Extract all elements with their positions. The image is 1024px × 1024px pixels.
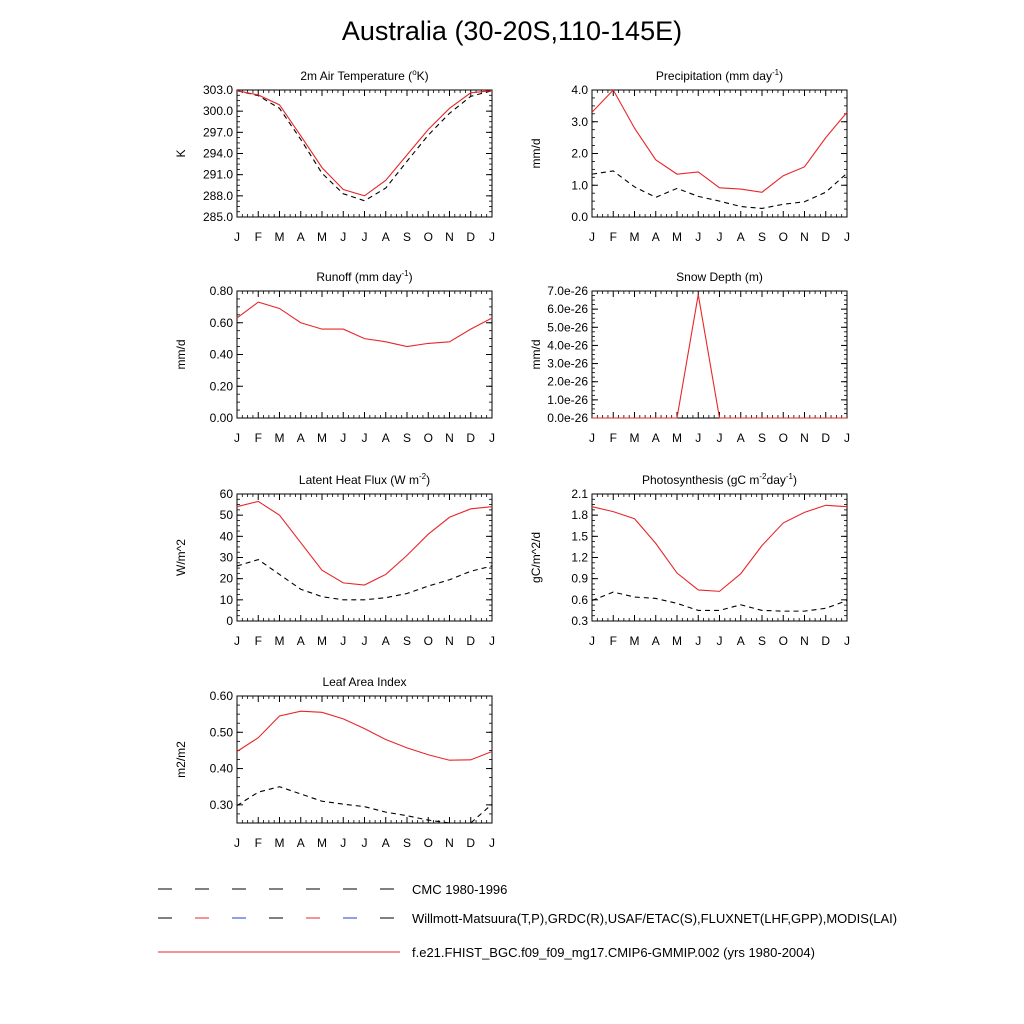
x-tick-label: O: [423, 836, 433, 850]
x-tick-label: O: [778, 634, 788, 648]
x-tick-label: J: [589, 431, 595, 445]
panel-title-sup: -1: [401, 269, 409, 278]
panel-title-sup: -2: [759, 472, 767, 481]
x-tick-label: M: [629, 230, 640, 244]
legend-label: CMC 1980-1996: [412, 882, 508, 897]
panel-leaf-area-index: [174, 675, 495, 850]
x-tick-label: A: [651, 634, 660, 648]
panel-title: [322, 675, 406, 689]
series-line-obs: [237, 91, 492, 201]
x-tick-label: F: [254, 431, 262, 445]
y-tick-label: 0.9: [571, 571, 588, 586]
panel-title-part: ): [793, 473, 797, 487]
x-tick-label: S: [402, 230, 412, 244]
panel-title-part: Runoff (mm day: [316, 270, 402, 284]
series-line-model: [592, 295, 847, 418]
x-tick-label: A: [736, 431, 745, 445]
y-tick-label: 294.0: [202, 146, 233, 161]
x-tick-label: J: [489, 230, 495, 244]
x-tick-label: D: [466, 431, 476, 445]
x-tick-label: M: [274, 634, 285, 648]
y-tick-label: 0.40: [209, 761, 233, 776]
x-tick-label: A: [381, 431, 390, 445]
plot-frame: [592, 494, 847, 621]
legend-label: f.e21.FHIST_BGC.f09_f09_mg17.CMIP6-GMMIP.002 (yrs 1980-2004): [412, 945, 815, 960]
y-tick-label: 1.2: [571, 550, 588, 565]
x-tick-label: J: [234, 230, 240, 244]
legend-item: [158, 945, 815, 960]
x-tick-label: A: [296, 431, 305, 445]
panel-title: [642, 472, 797, 487]
y-tick-label: 0.40: [209, 347, 233, 362]
y-tick-label: 0: [226, 614, 233, 628]
x-tick-label: A: [381, 634, 390, 648]
legend-item: [158, 882, 507, 897]
panel-title: [656, 68, 783, 83]
x-tick-label: D: [466, 836, 476, 850]
y-tick-label: 0.00: [209, 411, 233, 425]
y-tick-label: 50: [219, 508, 233, 523]
x-tick-label: S: [402, 836, 412, 850]
x-tick-label: A: [381, 836, 390, 850]
series-line-obs: [592, 592, 847, 611]
x-tick-label: F: [254, 836, 262, 850]
plot-frame: [237, 291, 492, 418]
series-line-model: [237, 302, 492, 346]
y-tick-label: 30: [219, 550, 233, 565]
x-tick-label: D: [821, 634, 831, 648]
x-tick-label: J: [361, 836, 368, 850]
x-tick-label: A: [296, 230, 305, 244]
panel-precipitation: [529, 68, 850, 244]
x-tick-label: J: [361, 634, 368, 648]
y-tick-label: 2.0e-26: [547, 374, 588, 389]
x-tick-label: M: [317, 431, 327, 445]
y-tick-label: 0.50: [209, 725, 233, 740]
x-tick-label: M: [317, 230, 327, 244]
x-tick-label: A: [651, 431, 660, 445]
x-tick-label: J: [234, 634, 240, 648]
panel-title-part: ): [426, 473, 431, 487]
x-tick-label: M: [672, 230, 682, 244]
panel-title-sup: -1: [771, 68, 780, 77]
plot-frame: [592, 291, 847, 418]
x-tick-label: D: [821, 230, 831, 244]
x-tick-label: J: [695, 431, 702, 445]
y-axis-label: W/m^2: [174, 539, 188, 576]
x-tick-label: J: [340, 431, 347, 445]
y-axis-label: gC/m^2/d: [529, 532, 543, 583]
x-tick-label: M: [672, 431, 682, 445]
x-tick-label: J: [234, 836, 240, 850]
y-tick-label: 40: [219, 529, 233, 544]
x-tick-label: J: [695, 230, 702, 244]
x-tick-label: A: [736, 230, 745, 244]
x-tick-label: J: [361, 431, 368, 445]
x-tick-label: J: [361, 230, 368, 244]
y-tick-label: 6.0e-26: [547, 302, 588, 317]
y-tick-label: 4.0: [571, 83, 588, 97]
y-tick-label: 291.0: [202, 167, 233, 182]
x-tick-label: J: [489, 836, 495, 850]
x-tick-label: D: [466, 634, 476, 648]
y-tick-label: 5.0e-26: [547, 320, 588, 335]
x-tick-label: O: [423, 230, 433, 244]
y-tick-label: 2.1: [571, 487, 588, 501]
y-axis-label: K: [174, 149, 188, 158]
x-tick-label: S: [757, 230, 767, 244]
x-tick-label: S: [757, 431, 767, 445]
panel-title-part: Precipitation (mm day: [655, 69, 772, 83]
x-tick-label: F: [609, 634, 617, 648]
x-tick-label: A: [381, 230, 390, 244]
panel-title-sup: -1: [785, 472, 793, 481]
x-tick-label: S: [402, 634, 412, 648]
y-tick-label: 7.0e-26: [547, 284, 588, 298]
x-tick-label: M: [317, 836, 327, 850]
y-tick-label: 0.0: [571, 210, 588, 224]
y-axis-label: mm/d: [529, 138, 543, 169]
panel-title-part: 2m Air Temperature (: [300, 69, 413, 83]
x-tick-label: A: [651, 230, 660, 244]
y-tick-label: 0.60: [209, 689, 233, 703]
x-tick-label: N: [800, 634, 809, 648]
series-line-model: [592, 90, 847, 192]
panel-title-sup: -2: [418, 472, 427, 481]
y-tick-label: 1.0e-26: [547, 392, 588, 407]
panel-air-temp: [174, 68, 495, 244]
series-line-obs: [237, 560, 492, 600]
x-tick-label: D: [466, 230, 476, 244]
x-tick-label: M: [274, 431, 285, 445]
plot-frame: [237, 696, 492, 823]
x-tick-label: J: [844, 230, 850, 244]
x-tick-label: N: [445, 431, 454, 445]
x-tick-label: J: [489, 634, 495, 648]
y-axis-label: mm/d: [529, 339, 543, 370]
x-tick-label: J: [716, 431, 723, 445]
x-tick-label: J: [589, 634, 595, 648]
y-tick-label: 1.0: [571, 178, 588, 193]
series-line-model: [237, 501, 492, 585]
panel-snow-depth: [529, 270, 850, 445]
series-line-obs: [592, 171, 847, 208]
panel-title-part: Photosynthesis (gC m: [642, 473, 760, 487]
panel-title-part: day: [766, 473, 786, 487]
x-tick-label: J: [589, 230, 595, 244]
panel-latent-heat: [174, 472, 495, 648]
panel-runoff: [174, 269, 495, 445]
x-tick-label: A: [296, 634, 305, 648]
series-line-model: [237, 711, 492, 760]
x-tick-label: J: [340, 230, 347, 244]
x-tick-label: O: [423, 634, 433, 648]
y-axis-label: mm/d: [174, 339, 188, 370]
y-tick-label: 0.6: [571, 592, 588, 607]
x-tick-label: J: [489, 431, 495, 445]
legend-item: [158, 911, 897, 926]
x-tick-label: A: [736, 634, 745, 648]
panel-photosynthesis: [529, 472, 850, 648]
x-tick-label: M: [274, 230, 285, 244]
plot-frame: [592, 90, 847, 217]
y-tick-label: 2.0: [571, 146, 588, 161]
x-tick-label: F: [609, 230, 617, 244]
panel-title-part: K): [416, 69, 429, 83]
y-tick-label: 10: [219, 592, 233, 607]
x-tick-label: F: [254, 230, 262, 244]
y-tick-label: 285.0: [202, 210, 233, 224]
x-tick-label: M: [629, 634, 640, 648]
y-tick-label: 60: [219, 487, 233, 501]
x-tick-label: M: [672, 634, 682, 648]
x-tick-label: N: [800, 230, 809, 244]
x-tick-label: J: [844, 634, 850, 648]
y-tick-label: 297.0: [202, 125, 233, 140]
x-tick-label: O: [778, 230, 788, 244]
y-tick-label: 0.3: [571, 614, 588, 628]
x-tick-label: D: [821, 431, 831, 445]
panel-title-part: Leaf Area Index: [322, 675, 407, 689]
figure-title: Australia (30-20S,110-145E): [341, 16, 683, 46]
y-tick-label: 303.0: [202, 83, 233, 97]
x-tick-label: M: [274, 836, 285, 850]
x-tick-label: A: [296, 836, 305, 850]
y-tick-label: 288.0: [202, 188, 233, 203]
x-tick-label: N: [445, 836, 454, 850]
y-tick-label: 0.60: [209, 315, 233, 330]
x-tick-label: J: [695, 634, 702, 648]
x-tick-label: J: [234, 431, 240, 445]
panel-title: [299, 472, 430, 487]
y-tick-label: 3.0e-26: [547, 356, 588, 371]
x-tick-label: S: [402, 431, 412, 445]
panel-title: [316, 269, 412, 284]
legend-label: Willmott-Matsuura(T,P),GRDC(R),USAF/ETAC(S),FLUXNET(LHF,GPP),MODIS(LAI): [412, 911, 898, 926]
x-tick-label: O: [423, 431, 433, 445]
x-tick-label: O: [778, 431, 788, 445]
y-tick-label: 0.80: [209, 284, 233, 298]
y-tick-label: 0.0e-26: [547, 411, 588, 425]
panel-title-part: Latent Heat Flux (W m: [298, 473, 419, 487]
series-line-model: [592, 505, 847, 591]
panel-title-part: ): [408, 270, 413, 284]
x-tick-label: S: [757, 634, 767, 648]
panel-title: [300, 68, 428, 83]
x-tick-label: N: [445, 230, 454, 244]
x-tick-label: M: [317, 634, 327, 648]
x-tick-label: J: [844, 431, 850, 445]
y-tick-label: 20: [219, 571, 233, 586]
x-tick-label: F: [609, 431, 617, 445]
x-tick-label: J: [716, 634, 723, 648]
panel-title-part: ): [779, 69, 784, 83]
x-tick-label: F: [254, 634, 262, 648]
x-tick-label: J: [716, 230, 723, 244]
y-tick-label: 1.5: [571, 529, 588, 544]
y-tick-label: 0.30: [209, 797, 233, 812]
x-tick-label: J: [340, 634, 347, 648]
y-tick-label: 300.0: [202, 104, 233, 119]
legend: [158, 882, 897, 960]
y-tick-label: 4.0e-26: [547, 338, 588, 353]
panel-title-sup: o: [412, 68, 417, 77]
y-tick-label: 0.20: [209, 379, 233, 394]
series-line-model: [237, 91, 492, 196]
x-tick-label: M: [629, 431, 640, 445]
x-tick-label: J: [340, 836, 347, 850]
panel-title-part: Snow Depth (m): [676, 270, 763, 284]
panel-title: [676, 270, 763, 284]
y-axis-label: m2/m2: [174, 741, 188, 778]
x-tick-label: N: [445, 634, 454, 648]
x-tick-label: N: [800, 431, 809, 445]
y-tick-label: 3.0: [571, 114, 588, 129]
y-tick-label: 1.8: [571, 508, 588, 523]
plot-frame: [237, 90, 492, 217]
